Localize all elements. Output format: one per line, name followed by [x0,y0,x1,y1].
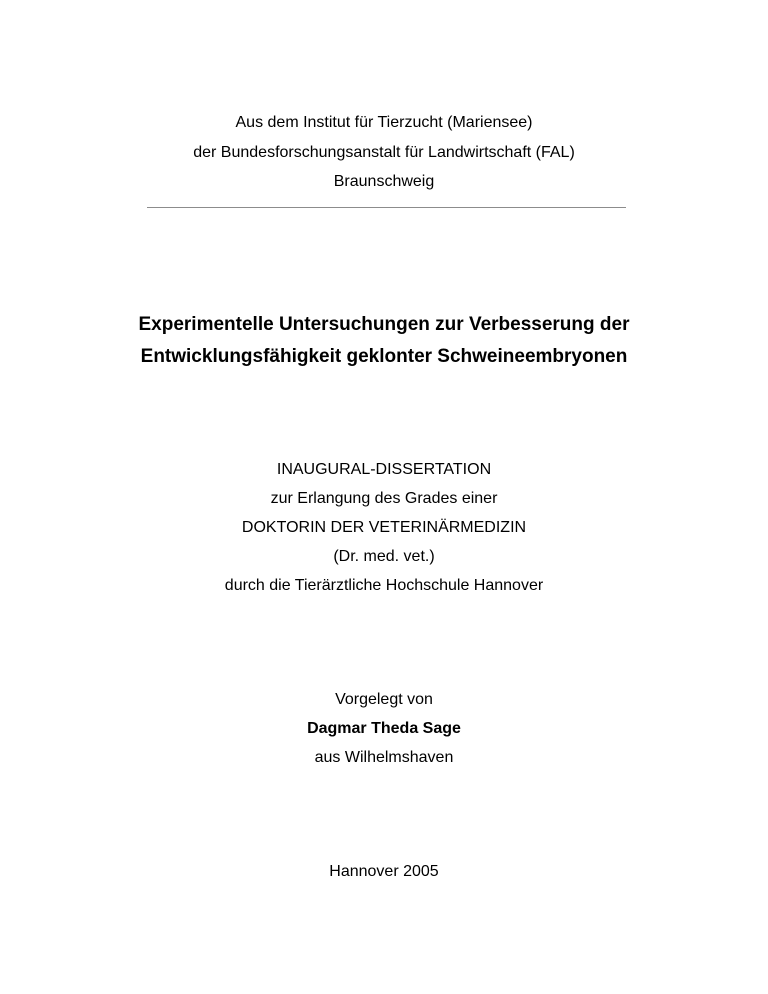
dissertation-type: INAUGURAL-DISSERTATION [276,461,492,478]
title-line-2: Entwicklungsfähigkeit geklonter Schweineembryonen [140,346,628,367]
institute-line: Aus dem Institut für Tierzucht (Mariensee) [235,114,533,131]
author-name: Dagmar Theda Sage [307,720,461,737]
dissertation-degree: DOKTORIN DER VETERINÄRMEDIZIN [241,519,527,536]
agency-line: der Bundesforschungsanstalt für Landwirtschaft (FAL) [193,144,575,161]
dissertation-institution: durch die Tierärztliche Hochschule Hannover [224,577,544,594]
header-divider [147,207,626,208]
title-line-1: Experimentelle Untersuchungen zur Verbesserung der [138,314,630,335]
presented-by: Vorgelegt von [335,691,433,708]
dissertation-purpose: zur Erlangung des Grades einer [270,490,498,507]
author-origin: aus Wilhelmshaven [314,749,454,766]
place-year: Hannover 2005 [329,863,439,880]
dissertation-degree-abbr: (Dr. med. vet.) [333,548,435,565]
city-line: Braunschweig [333,173,435,190]
